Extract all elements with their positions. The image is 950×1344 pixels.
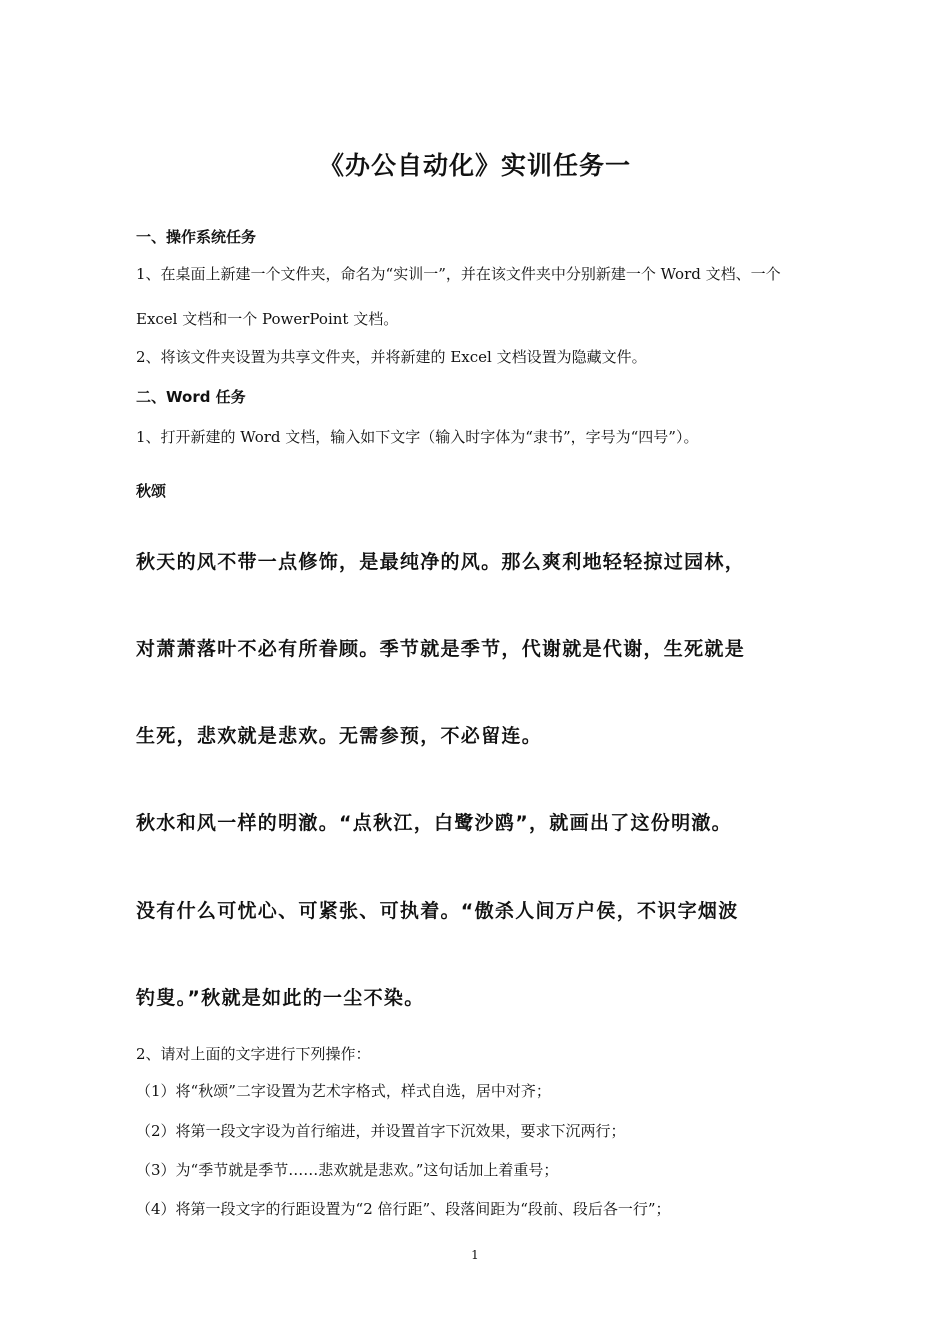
poem-line: 秋天的风不带一点修饰，是最纯净的风。那么爽利地轻轻掠过园林， — [136, 551, 746, 573]
section-1-item-2: 2、将该文件夹设置为共享文件夹，并将新建的 Excel 文档设置为隐藏文件。 — [136, 348, 647, 366]
operation-step: （2）将第一段文字设为首行缩进，并设置首字下沉效果，要求下沉两行； — [136, 1122, 626, 1140]
poem-line: 对萧萧落叶不必有所眷顾。季节就是季节，代谢就是代谢，生死就是 — [136, 638, 746, 660]
operation-step: （1）将“秋颂”二字设置为艺术字格式，样式自选，居中对齐； — [136, 1082, 551, 1100]
poem-line: 钓叟。”秋就是如此的一尘不染。 — [136, 987, 425, 1009]
section-1-item-1-line-1: 1、在桌面上新建一个文件夹，命名为“实训一”，并在该文件夹中分别新建一个 Word 文档、一个 — [136, 265, 781, 283]
poem-line: 没有什么可忧心、可紧张、可执着。“傲杀人间万户侯，不识字烟波 — [136, 900, 739, 922]
operation-step: （3）为“季节就是季节……悲欢就是悲欢。”这句话加上着重号； — [136, 1161, 559, 1179]
section-1-item-1-line-2: Excel 文档和一个 PowerPoint 文档。 — [136, 310, 399, 328]
operations-intro: 2、请对上面的文字进行下列操作： — [136, 1045, 371, 1063]
section-2-item-1: 1、打开新建的 Word 文档，输入如下文字（输入时字体为“隶书”，字号为“四号”）。 — [136, 428, 699, 446]
page-number: 1 — [471, 1248, 479, 1262]
operation-step: （4）将第一段文字的行距设置为“2 倍行距”、段落间距为“段前、段后各一行”； — [136, 1200, 671, 1218]
poem-line: 秋水和风一样的明澈。“点秋江，白鹭沙鸥”，就画出了这份明澈。 — [136, 812, 732, 834]
poem-title: 秋颂 — [136, 482, 167, 500]
section-2-heading: 二、Word 任务 — [136, 388, 246, 406]
document-title: 《办公自动化》实训任务一 — [318, 151, 631, 180]
poem-line: 生死，悲欢就是悲欢。无需参预，不必留连。 — [136, 725, 543, 747]
section-1-heading: 一、操作系统任务 — [136, 228, 257, 246]
